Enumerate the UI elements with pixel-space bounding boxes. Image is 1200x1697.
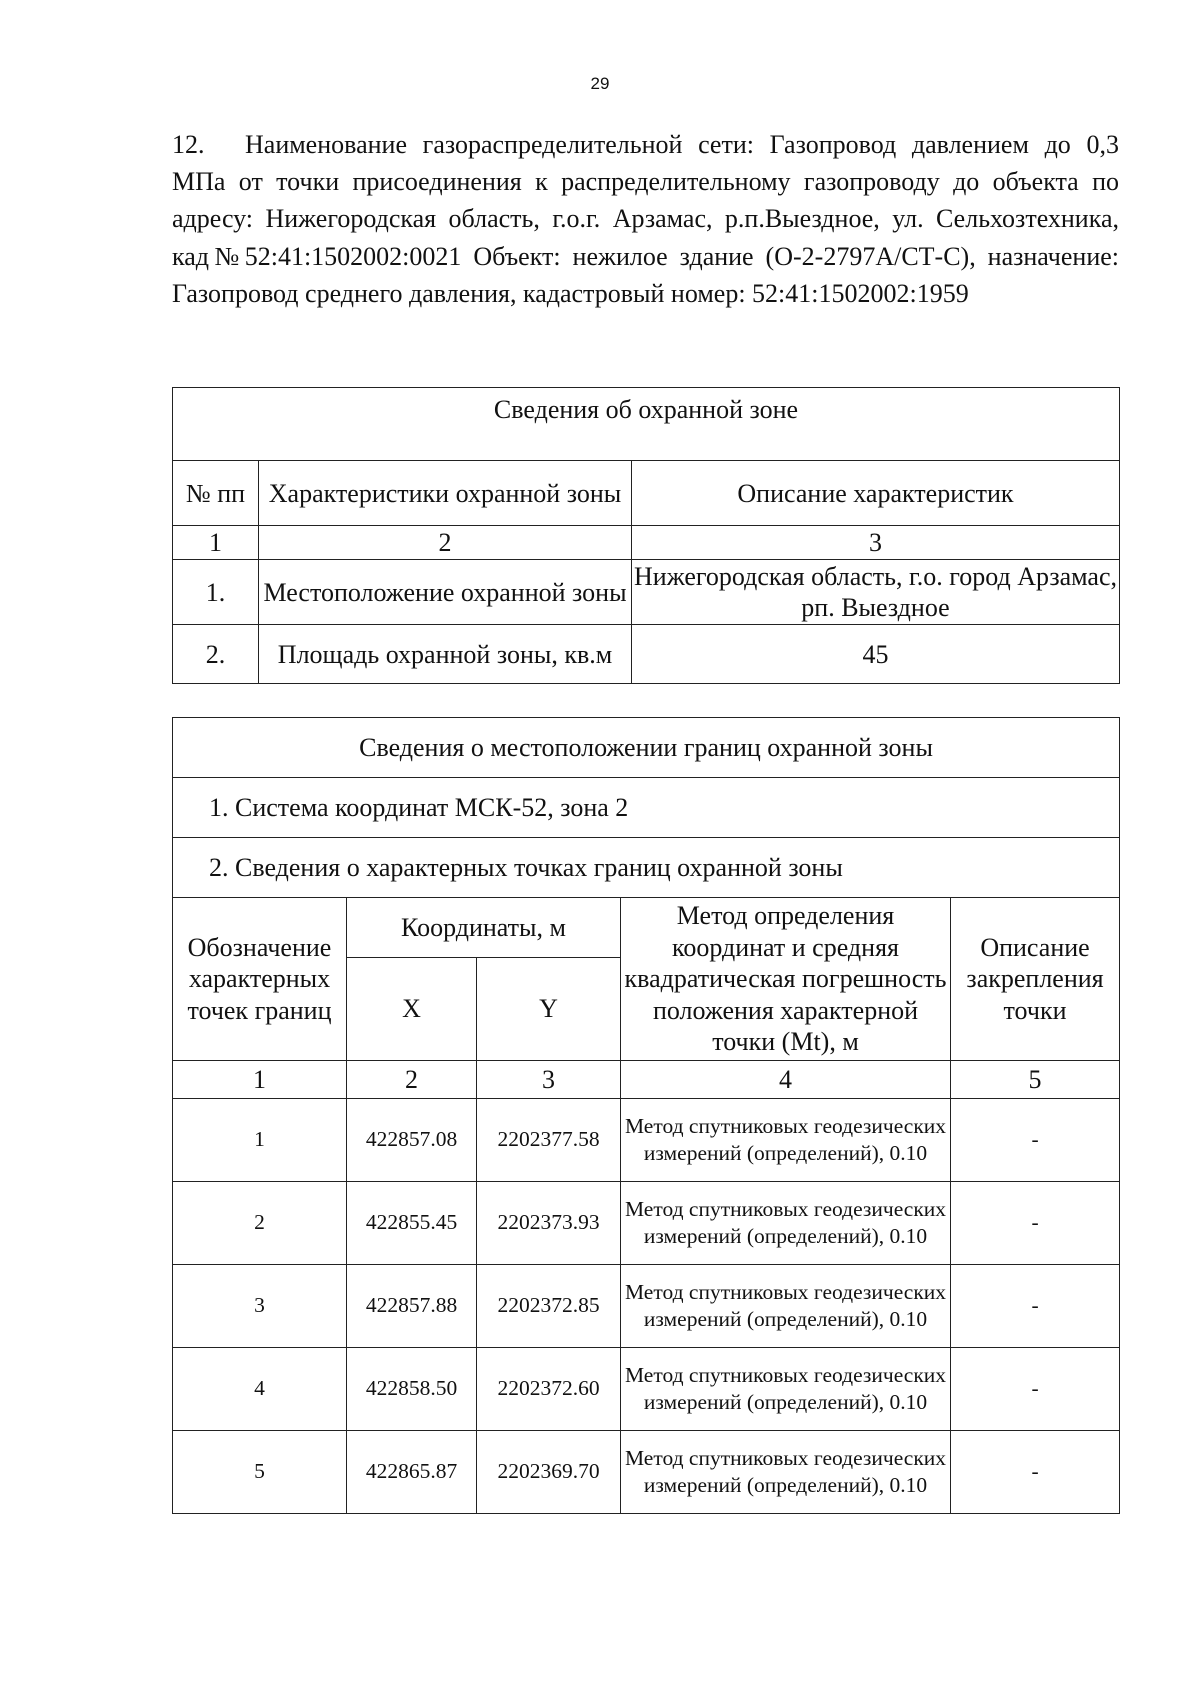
row-characteristic: Местоположение охранной зоны <box>259 560 632 625</box>
table-row <box>173 560 1120 625</box>
point-x: 422865.87 <box>347 1431 477 1514</box>
column-header: № пп <box>173 461 259 526</box>
point-fixing: - <box>951 1182 1120 1265</box>
table-row <box>173 625 1120 684</box>
column-number: 3 <box>632 526 1120 560</box>
point-x: 422857.88 <box>347 1265 477 1348</box>
column-header: Описание характеристик <box>632 461 1120 526</box>
row-description: 45 <box>632 625 1120 684</box>
column-number: 3 <box>477 1061 621 1099</box>
column-number: 1 <box>173 526 259 560</box>
coordinate-system: 1. Система координат МСК-52, зона 2 <box>173 778 1120 838</box>
column-number: 1 <box>173 1061 347 1099</box>
column-header: Характеристики охранной зоны <box>259 461 632 526</box>
table-row <box>173 1348 1120 1431</box>
point-x: 422857.08 <box>347 1099 477 1182</box>
table-row <box>173 1431 1120 1514</box>
row-number: 1. <box>173 560 259 625</box>
table-title: Сведения о местоположении границ охранной зоны <box>173 718 1120 778</box>
boundary-points-table <box>172 717 1120 1514</box>
item-text: Наименование газораспределительной сети: Газопровод давлением до 0,3 МПа от точки присоединения к распределительному газопроводу до объекта по адресу: Нижегородская область, г.о.г. Арзамас, р.п.Выездное, ул. Сельхозтехника, кад№52:41:1502002:0021 Объект: нежилое здание (О-2-2797А/СТ-С), назначение: Газопровод среднего давления, кадастровый номер: 52:41:1502002:1959 <box>172 130 1119 308</box>
column-header-fixing: Описание закрепления точки <box>951 898 1120 1061</box>
column-header-y: Y <box>477 958 621 1061</box>
column-number: 5 <box>951 1061 1120 1099</box>
column-header-coordinates: Координаты, м <box>347 898 621 958</box>
column-header-designation: Обозначение характерных точек границ <box>173 898 347 1061</box>
page-number: 29 <box>590 74 610 93</box>
point-method: Метод спутниковых геодезических измерений (определений), 0.10 <box>621 1265 951 1348</box>
point-y: 2202372.85 <box>477 1265 621 1348</box>
point-method: Метод спутниковых геодезических измерений (определений), 0.10 <box>621 1348 951 1431</box>
column-number: 2 <box>259 526 632 560</box>
table-row <box>173 1182 1120 1265</box>
point-y: 2202377.58 <box>477 1099 621 1182</box>
column-header-method: Метод определения координат и средняя квадратическая погрешность положения характерной точки (Mt), м <box>621 898 951 1061</box>
point-x: 422855.45 <box>347 1182 477 1265</box>
row-description: Нижегородская область, г.о. город Арзамас, рп. Выездное <box>632 560 1120 625</box>
table-title: Сведения об охранной зоне <box>173 388 1120 461</box>
point-fixing: - <box>951 1099 1120 1182</box>
point-y: 2202369.70 <box>477 1431 621 1514</box>
point-fixing: - <box>951 1431 1120 1514</box>
point-designation: 1 <box>173 1099 347 1182</box>
column-number: 2 <box>347 1061 477 1099</box>
column-header-x: X <box>347 958 477 1061</box>
point-designation: 5 <box>173 1431 347 1514</box>
table-row <box>173 1265 1120 1348</box>
point-fixing: - <box>951 1265 1120 1348</box>
item-number: 12. <box>172 130 205 159</box>
row-characteristic: Площадь охранной зоны, кв.м <box>259 625 632 684</box>
protection-zone-table <box>172 387 1120 684</box>
point-fixing: - <box>951 1348 1120 1431</box>
point-method: Метод спутниковых геодезических измерений (определений), 0.10 <box>621 1182 951 1265</box>
point-designation: 4 <box>173 1348 347 1431</box>
point-y: 2202372.60 <box>477 1348 621 1431</box>
point-method: Метод спутниковых геодезических измерений (определений), 0.10 <box>621 1099 951 1182</box>
points-section-title: 2. Сведения о характерных точках границ охранной зоны <box>173 838 1120 898</box>
row-number: 2. <box>173 625 259 684</box>
point-designation: 2 <box>173 1182 347 1265</box>
point-method: Метод спутниковых геодезических измерений (определений), 0.10 <box>621 1431 951 1514</box>
point-x: 422858.50 <box>347 1348 477 1431</box>
network-description <box>172 126 1119 312</box>
table-row <box>173 1099 1120 1182</box>
point-designation: 3 <box>173 1265 347 1348</box>
column-number: 4 <box>621 1061 951 1099</box>
point-y: 2202373.93 <box>477 1182 621 1265</box>
